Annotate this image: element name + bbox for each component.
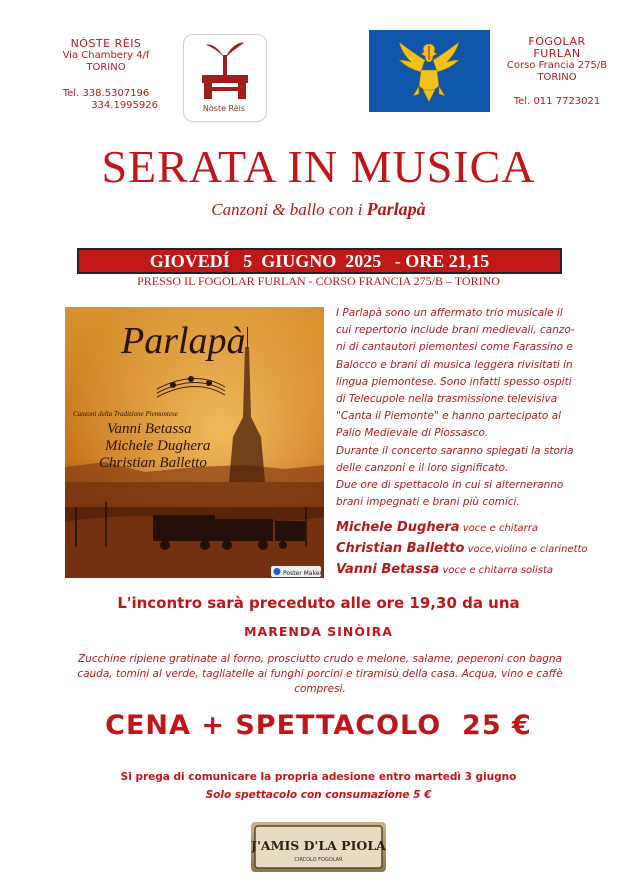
sign-subtitle: CIRCOLO FOGOLAR: [294, 857, 343, 863]
dinner-intro: L'incontro sarà preceduto alle ore 19,30 da una: [117, 594, 520, 612]
page-title: SERATA IN MUSICA: [101, 141, 536, 192]
desc-line: di Telecupole nella trasmissione televisiva: [336, 393, 558, 406]
right-org-city: TORINO: [537, 72, 577, 83]
right-org-tel: Tel. 011 7723021: [513, 96, 601, 107]
poster-title: Parlapà: [121, 320, 246, 362]
desc-line: Durante il concerto saranno spiegati la storia: [336, 444, 574, 457]
left-org-name: NÒSTE RÈIS: [70, 37, 142, 50]
jamis-dla-piola-logo: [251, 822, 386, 872]
right-org-name2: FURLAN: [533, 47, 581, 60]
desc-line: Due ore di spettacolo in cui si alterneranno: [336, 479, 564, 492]
poster-name-3: Christian Balletto: [99, 455, 207, 471]
rsvp-note: Si prega di comunicare la propria adesione entro martedì 3 giugno: [120, 771, 517, 783]
member-role: voce e chitarra: [459, 523, 538, 534]
member-row: [336, 541, 588, 556]
member-role: voce,violino e clarinetto: [464, 544, 588, 555]
desc-line: ni di cantautori piemontesi come Farassino e: [336, 341, 573, 354]
desc-line: cui repertorio include brani medievali, canzo-: [336, 324, 575, 337]
venue-line: PRESSO IL FOGOLAR FURLAN - CORSO FRANCIA 275/B – TORINO: [137, 274, 500, 288]
desc-line: brani impegnati e brani più comici.: [336, 496, 520, 509]
member-row: [336, 562, 553, 577]
member-name: Vanni Betassa: [336, 562, 440, 577]
desc-line: "Canta il Piemonte" e hanno partecipato al: [336, 410, 562, 423]
left-org-address: Via Chambery 4/f: [62, 50, 150, 61]
show-only-price: Solo spettacolo con consumazione 5 €: [205, 789, 432, 801]
poster-subtitle: Canzoni della Tradizione Piemontese: [73, 410, 178, 418]
poster-badge: Poster Maker: [283, 570, 322, 577]
subtitle-prefix: Canzoni & ballo con i: [211, 200, 367, 219]
member-row: [336, 520, 538, 535]
desc-line: delle canzoni e il loro significato.: [336, 461, 509, 474]
menu-text: Zucchine ripiene gratinate al forno, prosciutto crudo e melone, salame, peperoni con bagna cauda, tomini al verde, tagliatelle ai funghi porcini e tiramisù della casa. Acqua, vino e caffè compresi.: [77, 653, 563, 695]
right-org-address: Corso Francia 275/B: [506, 60, 608, 71]
price-headline: CENA + SPETTACOLO 25 €: [105, 710, 532, 741]
desc-line: lingua piemontese. Sono infatti spesso ospiti: [336, 375, 572, 388]
desc-line: Palio Medievale di Piossasco.: [336, 427, 489, 440]
left-org-tel1: Tel. 338.5307196: [62, 88, 150, 99]
marenda-heading: MARENDA SINÒIRA: [244, 624, 393, 639]
member-name: Christian Balletto: [336, 541, 465, 556]
left-org-city: TORINO: [86, 62, 126, 73]
right-org-name1: FOGOLAR: [528, 35, 586, 48]
left-org-block: [52, 38, 160, 112]
page-subtitle: [0, 199, 637, 220]
subtitle-band: Parlapà: [366, 199, 426, 219]
left-org-tel2: 334.1995926: [91, 100, 158, 111]
date-banner: GIOVEDÍ 5 GIUGNO 2025 - ORE 21,15: [77, 248, 562, 274]
member-role: voce e chitarra solista: [439, 565, 553, 576]
right-org-block: [502, 36, 612, 108]
poster-name-1: Vanni Betassa: [107, 421, 192, 437]
poster-name-2: Michele Dughera: [105, 438, 211, 454]
member-name: Michele Dughera: [336, 520, 460, 535]
desc-line: Balocco e brani di musica leggera rivisitati in: [336, 358, 573, 371]
friuli-flag-eagle: [369, 30, 490, 112]
sign-title: J'AMIS D'LA PIOLA: [251, 838, 386, 853]
band-description: [336, 305, 588, 511]
logo-caption: Nòste Rèis: [202, 104, 246, 113]
desc-line: I Parlapà sono un affermato trio musicale il: [336, 307, 563, 319]
band-poster-image: [65, 307, 324, 578]
